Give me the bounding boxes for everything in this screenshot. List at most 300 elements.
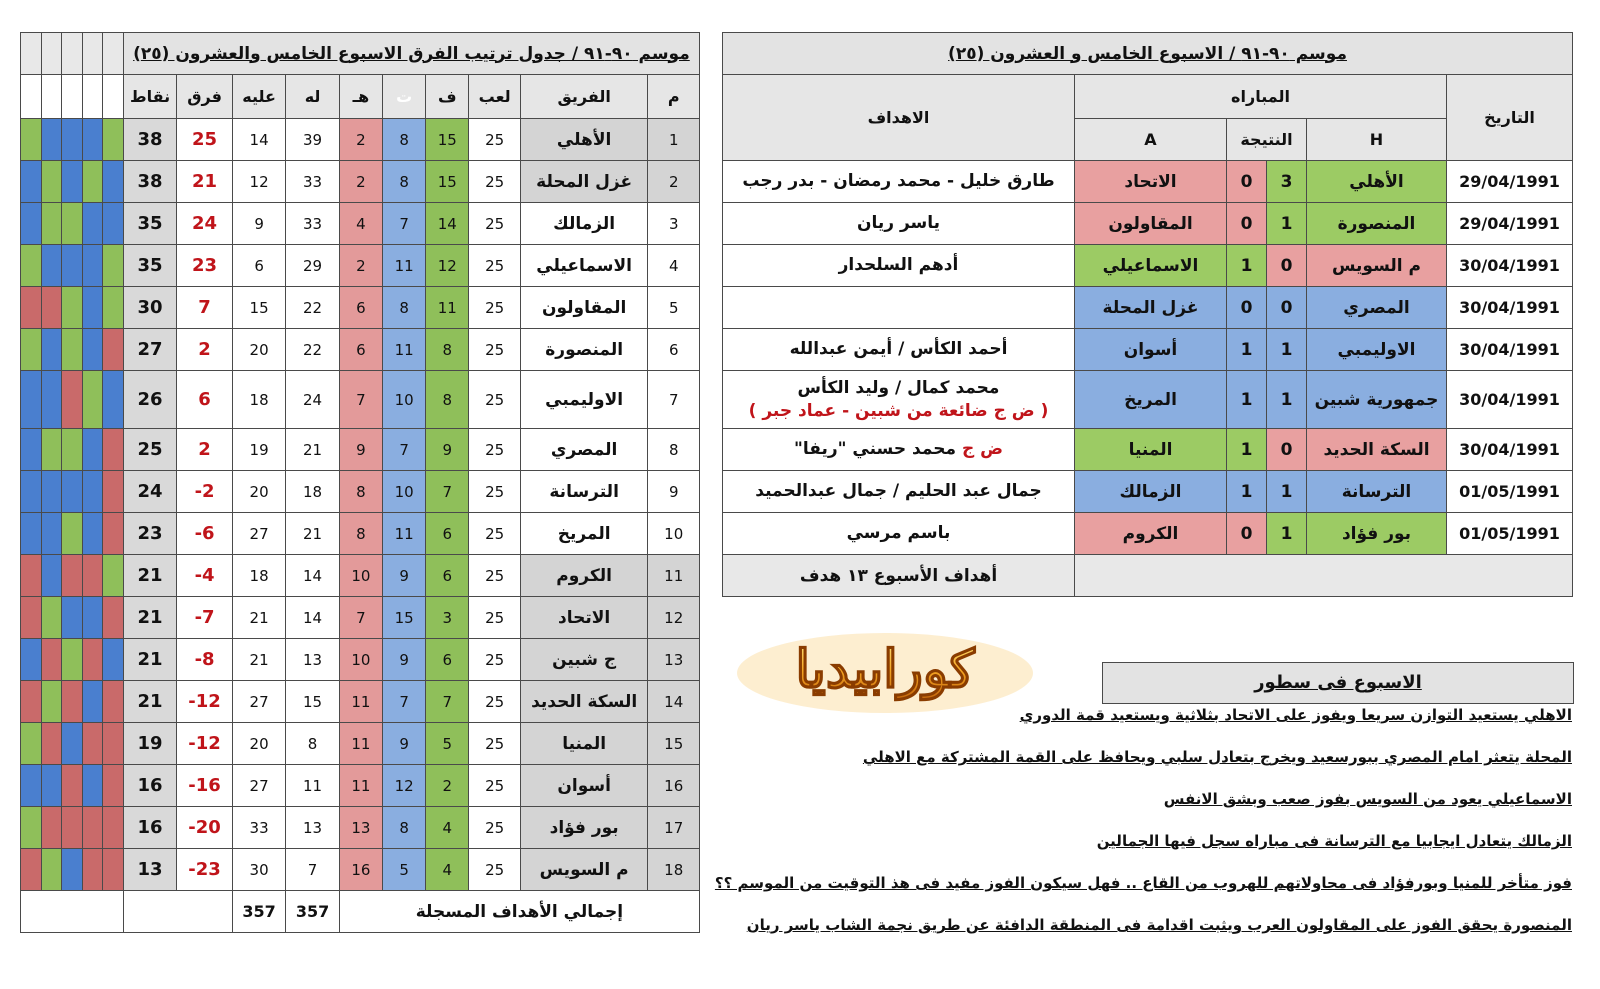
form-draw [62,119,83,161]
rank-header: م [648,75,700,119]
form-draw [62,723,83,765]
away-score: 0 [1227,203,1267,245]
match-date: 30/04/1991 [1447,245,1573,287]
match-row [723,245,1573,287]
drawn: 8 [383,161,426,203]
standings-table [20,32,700,933]
drawn: 8 [383,807,426,849]
lost: 4 [339,203,382,245]
drawn: 7 [383,681,426,723]
form-draw [103,371,124,429]
lost: 7 [339,597,382,639]
rank: 7 [648,371,700,429]
match-row [723,161,1573,203]
standing-row [21,371,700,429]
standing-row [21,765,700,807]
goal-difference: 23 [177,245,233,287]
form-loss [103,597,124,639]
team-name: السكة الحديد [520,681,648,723]
lost: 10 [339,555,382,597]
goals-for: 33 [286,203,339,245]
logo-text: كورابيديا [795,639,975,700]
points: 23 [123,513,176,555]
form-sub-3 [62,75,83,119]
form-draw [82,287,103,329]
match-date: 29/04/1991 [1447,203,1573,245]
team-name: بور فؤاد [520,807,648,849]
matches-table [722,32,1573,597]
points: 30 [123,287,176,329]
lost: 2 [339,119,382,161]
won: 15 [426,161,469,203]
team-name: ج شبين [520,639,648,681]
form-draw [62,597,83,639]
lost: 10 [339,639,382,681]
form-draw [21,471,42,513]
home-team: بور فؤاد [1307,513,1447,555]
goal-difference: 21 [177,161,233,203]
goal-difference: -23 [177,849,233,891]
goals-cell [723,245,1075,287]
standing-row [21,245,700,287]
form-win [82,371,103,429]
total-blank-form [21,891,124,933]
points: 13 [123,849,176,891]
rank: 6 [648,329,700,371]
lost: 11 [339,765,382,807]
home-score: 3 [1267,161,1307,203]
won: 14 [426,203,469,245]
drawn: 11 [383,513,426,555]
lost: 6 [339,287,382,329]
form-win [41,681,62,723]
form-draw [21,429,42,471]
team-name: غزل المحلة [520,161,648,203]
form-loss [21,597,42,639]
goals-against: 14 [232,119,285,161]
away-team: المنيا [1075,429,1227,471]
form-draw [21,371,42,429]
goals-for: 14 [286,555,339,597]
team-name: المنصورة [520,329,648,371]
summary-line-3: الاسماعيلي يعود من السويس بفوز صعب وبشق الانفس [1163,790,1572,808]
goal-scorers: أدهم السلحدار [838,255,959,276]
form-loss [103,807,124,849]
match-date: 01/05/1991 [1447,513,1573,555]
points: 27 [123,329,176,371]
away-team: الاسماعيلي [1075,245,1227,287]
gd-header: فرق [177,75,233,119]
points: 38 [123,119,176,161]
total-label: إجمالي الأهداف المسجلة [339,891,699,933]
form-draw [82,119,103,161]
team-name: الزمالك [520,203,648,245]
standing-rows [21,119,700,891]
goals-for: 13 [286,639,339,681]
week-goals: أهداف الأسبوع ١٣ هدف [723,555,1075,597]
played: 25 [469,371,520,429]
form-sub-1 [21,75,42,119]
total-for: 357 [286,891,339,933]
lost: 9 [339,429,382,471]
form-draw [41,471,62,513]
won: 7 [426,681,469,723]
home-score: 0 [1267,245,1307,287]
goals-for: 24 [286,371,339,429]
form-win [21,329,42,371]
points: 16 [123,765,176,807]
summary-line-1: الاهلي يستعيد التوازن سريعا ويفوز على الاتحاد بثلاثية ويستعيد قمة الدوري [1019,706,1572,724]
goals-for: 21 [286,429,339,471]
points: 35 [123,245,176,287]
home-score: 1 [1267,203,1307,245]
form-draw [41,765,62,807]
goal-difference: -8 [177,639,233,681]
goal-difference: -20 [177,807,233,849]
goal-difference: 2 [177,329,233,371]
lost: 8 [339,513,382,555]
match-header: المباراه [1075,75,1447,119]
lost: 11 [339,681,382,723]
rank: 1 [648,119,700,161]
goal-difference: 25 [177,119,233,161]
home-score: 1 [1267,329,1307,371]
lost: 16 [339,849,382,891]
form-win [62,639,83,681]
won: 3 [426,597,469,639]
own-goal-note: ض ج [961,439,1003,460]
form-draw [21,161,42,203]
form-draw [82,329,103,371]
form-win [21,119,42,161]
rank: 4 [648,245,700,287]
lost: 13 [339,807,382,849]
away-header: A [1075,119,1227,161]
form-draw [62,161,83,203]
home-team: المنصورة [1307,203,1447,245]
drawn: 7 [383,429,426,471]
team-header: الفريق [520,75,648,119]
match-rows [723,161,1573,555]
standing-row [21,555,700,597]
played: 25 [469,723,520,765]
form-loss [21,681,42,723]
standing-row [21,807,700,849]
rank: 12 [648,597,700,639]
team-name: الاوليمبي [520,371,648,429]
lost-header: هـ [339,75,382,119]
points: 38 [123,161,176,203]
team-name: المصري [520,429,648,471]
goals-for: 8 [286,723,339,765]
goals-for: 22 [286,287,339,329]
goals-against: 27 [232,681,285,723]
form-draw [41,119,62,161]
away-team: المقاولون [1075,203,1227,245]
points: 21 [123,555,176,597]
match-date: 30/04/1991 [1447,287,1573,329]
rank: 11 [648,555,700,597]
form-loss [103,429,124,471]
form-head-2 [41,33,62,75]
away-team: الزمالك [1075,471,1227,513]
standing-row [21,329,700,371]
form-loss [21,849,42,891]
drawn: 11 [383,329,426,371]
rank: 14 [648,681,700,723]
lost: 6 [339,329,382,371]
goals-cell [723,371,1075,429]
gf-header: له [286,75,339,119]
goal-difference: -16 [177,765,233,807]
goals-for: 13 [286,807,339,849]
form-sub-2 [41,75,62,119]
goal-scorers: محمد كمال / وليد الكأس [797,378,1000,399]
away-score: 1 [1227,329,1267,371]
won: 11 [426,287,469,329]
drawn: 9 [383,639,426,681]
points: 21 [123,681,176,723]
home-team: الأهلي [1307,161,1447,203]
match-date: 30/04/1991 [1447,329,1573,371]
goal-difference: 24 [177,203,233,245]
goal-difference: -2 [177,471,233,513]
goals-against: 20 [232,723,285,765]
form-win [103,555,124,597]
match-date: 29/04/1991 [1447,161,1573,203]
match-row [723,513,1573,555]
goals-for: 22 [286,329,339,371]
standing-row [21,161,700,203]
goals-against: 20 [232,329,285,371]
team-name: الاسماعيلي [520,245,648,287]
result-header: النتيجة [1227,119,1307,161]
standing-row [21,203,700,245]
form-win [41,161,62,203]
played: 25 [469,597,520,639]
match-row [723,203,1573,245]
home-score: 0 [1267,287,1307,329]
standing-row [21,287,700,329]
standing-row [21,723,700,765]
form-draw [41,555,62,597]
away-score: 1 [1227,429,1267,471]
rank: 18 [648,849,700,891]
form-draw [82,203,103,245]
form-draw [21,765,42,807]
form-loss [82,723,103,765]
goals-for: 33 [286,161,339,203]
won: 6 [426,513,469,555]
form-loss [62,807,83,849]
played: 25 [469,849,520,891]
form-loss [62,681,83,723]
home-score: 1 [1267,471,1307,513]
form-draw [62,849,83,891]
played: 25 [469,429,520,471]
team-name: الكروم [520,555,648,597]
won: 2 [426,765,469,807]
home-header: H [1307,119,1447,161]
form-head-4 [82,33,103,75]
won: 8 [426,329,469,371]
match-date: 30/04/1991 [1447,429,1573,471]
won: 5 [426,723,469,765]
away-score: 0 [1227,513,1267,555]
home-score: 1 [1267,513,1307,555]
form-win [62,513,83,555]
goals-against: 9 [232,203,285,245]
goals-for: 11 [286,765,339,807]
form-loss [41,287,62,329]
away-team: الكروم [1075,513,1227,555]
lost: 11 [339,723,382,765]
form-draw [62,245,83,287]
drawn: 5 [383,849,426,891]
played: 25 [469,329,520,371]
team-name: الاتحاد [520,597,648,639]
match-date: 30/04/1991 [1447,371,1573,429]
played: 25 [469,245,520,287]
form-sub-5 [103,75,124,119]
match-row [723,429,1573,471]
match-row [723,287,1573,329]
form-loss [21,555,42,597]
form-loss [41,723,62,765]
form-win [103,245,124,287]
form-loss [62,555,83,597]
goal-difference: -7 [177,597,233,639]
drawn: 7 [383,203,426,245]
played: 25 [469,765,520,807]
points: 35 [123,203,176,245]
goals-against: 21 [232,597,285,639]
team-name: م السويس [520,849,648,891]
summary-line-6: المنصورة يحقق الفوز على المقاولون العرب ويثبت اقدامة فى المنطقة الدافئة عن طريق نجمة الشاب ياسر ريان [746,916,1572,934]
drawn: 10 [383,371,426,429]
goal-scorers: محمد حسني "ريفا" [794,439,957,460]
goals-cell [723,161,1075,203]
form-loss [103,513,124,555]
goal-difference: 7 [177,287,233,329]
won: 4 [426,807,469,849]
played: 25 [469,119,520,161]
goals-against: 33 [232,807,285,849]
match-row [723,471,1573,513]
pts-header: نقاط [123,75,176,119]
form-win [21,245,42,287]
goal-difference: -4 [177,555,233,597]
form-draw [41,245,62,287]
standing-row [21,429,700,471]
goal-scorers: طارق خليل - محمد رمضان - بدر رجب [742,171,1055,192]
goals-for: 7 [286,849,339,891]
goal-scorers: أحمد الكأس / أيمن عبدالله [789,339,1008,360]
away-score: 0 [1227,161,1267,203]
played: 25 [469,555,520,597]
goals-cell [723,203,1075,245]
won: 15 [426,119,469,161]
won: 8 [426,371,469,429]
missed-penalty-note: ( ض ج ضائعة من شبين - عماد جبر ) [748,400,1049,421]
played: 25 [469,287,520,329]
week-goals-blank [1075,555,1573,597]
form-win [103,287,124,329]
drawn: 8 [383,119,426,161]
home-team: المصري [1307,287,1447,329]
lost: 8 [339,471,382,513]
form-loss [21,287,42,329]
match-row [723,329,1573,371]
home-team: جمهورية شبين [1307,371,1447,429]
away-team: المريخ [1075,371,1227,429]
goals-for: 14 [286,597,339,639]
form-loss [103,329,124,371]
team-name: الترسانة [520,471,648,513]
form-win [62,203,83,245]
won: 6 [426,555,469,597]
won: 4 [426,849,469,891]
form-draw [41,513,62,555]
goals-cell [723,471,1075,513]
standings-title: موسم ٩٠-٩١ / جدول ترتيب الفرق الاسبوع الخامس والعشرون (٢٥) [123,33,699,75]
form-draw [103,639,124,681]
standing-row [21,119,700,161]
form-draw [82,471,103,513]
team-name: أسوان [520,765,648,807]
total-against: 357 [232,891,285,933]
away-team: الاتحاد [1075,161,1227,203]
goals-cell [723,513,1075,555]
date-header: التاريخ [1447,75,1573,161]
summary-line-2: المحلة يتعثر امام المصري ببورسعيد ويخرج بتعادل سلبي ويحافظ على القمة المشتركة مع الاهلي [862,748,1572,766]
summary-line-4: الزمالك يتعادل ايجابيا مع الترسانة فى مباراه سجل فيها الجمالين [1096,832,1572,850]
goals-cell [723,429,1075,471]
total-blank [123,891,232,933]
form-win [62,329,83,371]
played: 25 [469,681,520,723]
matches-title: موسم ٩٠-٩١ / الاسبوع الخامس و العشرون (٢٥) [723,33,1573,75]
goals-against: 30 [232,849,285,891]
goals-against: 20 [232,471,285,513]
form-draw [82,765,103,807]
rank: 17 [648,807,700,849]
away-team: أسوان [1075,329,1227,371]
played: 25 [469,513,520,555]
form-draw [103,161,124,203]
drawn: 11 [383,245,426,287]
form-loss [103,723,124,765]
home-score: 0 [1267,429,1307,471]
ga-header: عليه [232,75,285,119]
home-team: م السويس [1307,245,1447,287]
points: 21 [123,639,176,681]
standing-row [21,513,700,555]
rank: 13 [648,639,700,681]
team-name: المريخ [520,513,648,555]
summary-title: الاسبوع فى سطور [1102,662,1574,704]
drawn: 9 [383,555,426,597]
goals-against: 6 [232,245,285,287]
won: 6 [426,639,469,681]
standing-row [21,849,700,891]
goals-against: 12 [232,161,285,203]
played: 25 [469,639,520,681]
form-win [62,429,83,471]
goals-against: 27 [232,513,285,555]
form-win [41,203,62,245]
form-loss [103,849,124,891]
